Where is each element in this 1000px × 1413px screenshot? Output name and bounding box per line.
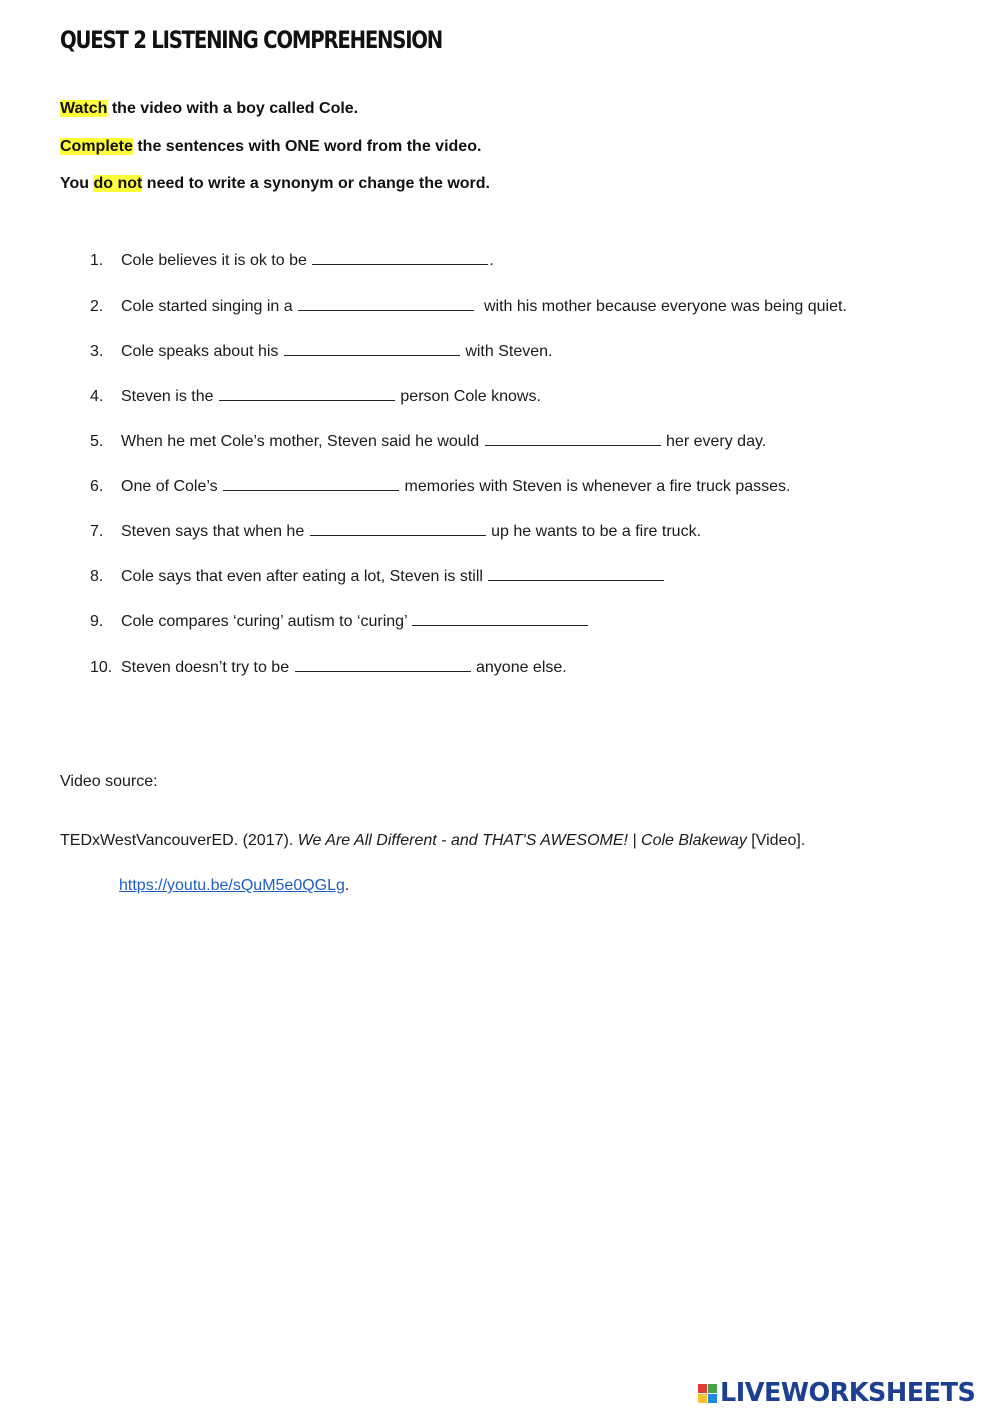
- question-9: [90, 611, 589, 631]
- question-number: 2.: [90, 298, 104, 315]
- source-link-line: [119, 877, 349, 895]
- question-4: [90, 386, 541, 406]
- source-link-suffix: .: [344, 877, 350, 894]
- question-number: 3.: [90, 343, 104, 360]
- question-text-before: Cole started singing in a: [121, 298, 298, 315]
- highlight-complete: Complete: [60, 138, 133, 155]
- question-3: [90, 341, 552, 361]
- question-8: [90, 566, 665, 586]
- question-text-before: Cole says that even after eating a lot, Steven is still: [121, 568, 488, 585]
- citation: [60, 832, 805, 850]
- watermark-text: LIVEWORKSHEETS: [720, 1378, 976, 1408]
- question-text-before: Cole compares ‘curing’ autism to ‘curing’: [121, 613, 412, 630]
- answer-blank-6[interactable]: [223, 476, 399, 491]
- question-number: 4.: [90, 388, 104, 405]
- question-text-after: her every day.: [661, 433, 767, 450]
- instruction-do-not-prefix: You: [60, 175, 94, 192]
- question-text-before: Steven doesn’t try to be: [121, 659, 294, 676]
- citation-prefix: TEDxWestVancouverED. (2017).: [60, 832, 298, 849]
- liveworksheets-logo-icon: [698, 1384, 717, 1403]
- question-number: 10.: [90, 659, 113, 676]
- page-title: QUEST 2 LISTENING COMPREHENSION: [60, 26, 443, 54]
- question-text-before: Steven is the: [121, 388, 218, 405]
- instruction-do-not-text: need to write a synonym or change the word.: [142, 175, 490, 192]
- question-10: [90, 657, 567, 677]
- question-text-before: One of Cole’s: [121, 478, 223, 495]
- question-6: [90, 476, 790, 496]
- answer-blank-7[interactable]: [310, 521, 486, 536]
- answer-blank-10[interactable]: [295, 657, 471, 672]
- instruction-complete: [60, 138, 481, 156]
- citation-suffix: [Video].: [746, 832, 806, 849]
- citation-title: We Are All Different - and THAT'S AWESOME! | Cole Blakeway: [297, 832, 747, 849]
- question-number: 5.: [90, 433, 104, 450]
- logo-tile: [698, 1394, 707, 1403]
- question-number: 7.: [90, 523, 104, 540]
- answer-blank-9[interactable]: [412, 611, 588, 626]
- answer-blank-1[interactable]: [312, 250, 488, 265]
- answer-blank-5[interactable]: [485, 431, 661, 446]
- logo-tile: [698, 1384, 707, 1393]
- question-number: 8.: [90, 568, 104, 585]
- question-number: 9.: [90, 613, 104, 630]
- question-text-after: .: [489, 252, 494, 269]
- question-text-before: Cole speaks about his: [121, 343, 283, 360]
- question-text-before: Cole believes it is ok to be: [121, 252, 312, 269]
- question-text-after: up he wants to be a fire truck.: [486, 523, 702, 540]
- question-5: [90, 431, 766, 451]
- question-text-before: Steven says that when he: [121, 523, 309, 540]
- question-text-after: memories with Steven is whenever a fire truck passes.: [400, 478, 791, 495]
- instruction-complete-text: the sentences with ONE word from the video.: [132, 138, 482, 155]
- source-link[interactable]: https://youtu.be/sQuM5e0QGLg: [119, 877, 345, 894]
- question-text-after: with his mother because everyone was being quiet.: [475, 298, 847, 315]
- instruction-watch: [60, 100, 358, 118]
- liveworksheets-watermark: [698, 1378, 981, 1408]
- question-text-after: with Steven.: [460, 343, 553, 360]
- instruction-do-not: [60, 175, 490, 193]
- logo-tile: [708, 1394, 717, 1403]
- question-text-after: anyone else.: [471, 659, 567, 676]
- highlight-do-not: do not: [93, 175, 143, 192]
- highlight-watch: Watch: [60, 100, 108, 117]
- question-7: [90, 521, 701, 541]
- question-2: [90, 296, 847, 316]
- answer-blank-8[interactable]: [488, 566, 664, 581]
- question-number: 6.: [90, 478, 104, 495]
- question-text-before: When he met Cole’s mother, Steven said he would: [121, 433, 484, 450]
- logo-tile: [708, 1384, 717, 1393]
- answer-blank-3[interactable]: [284, 341, 460, 356]
- answer-blank-2[interactable]: [298, 296, 474, 311]
- question-1: [90, 250, 494, 270]
- question-text-after: person Cole knows.: [395, 388, 541, 405]
- question-number: 1.: [90, 252, 104, 269]
- answer-blank-4[interactable]: [219, 386, 395, 401]
- instruction-watch-text: the video with a boy called Cole.: [107, 100, 359, 117]
- video-source-label: Video source:: [60, 773, 158, 790]
